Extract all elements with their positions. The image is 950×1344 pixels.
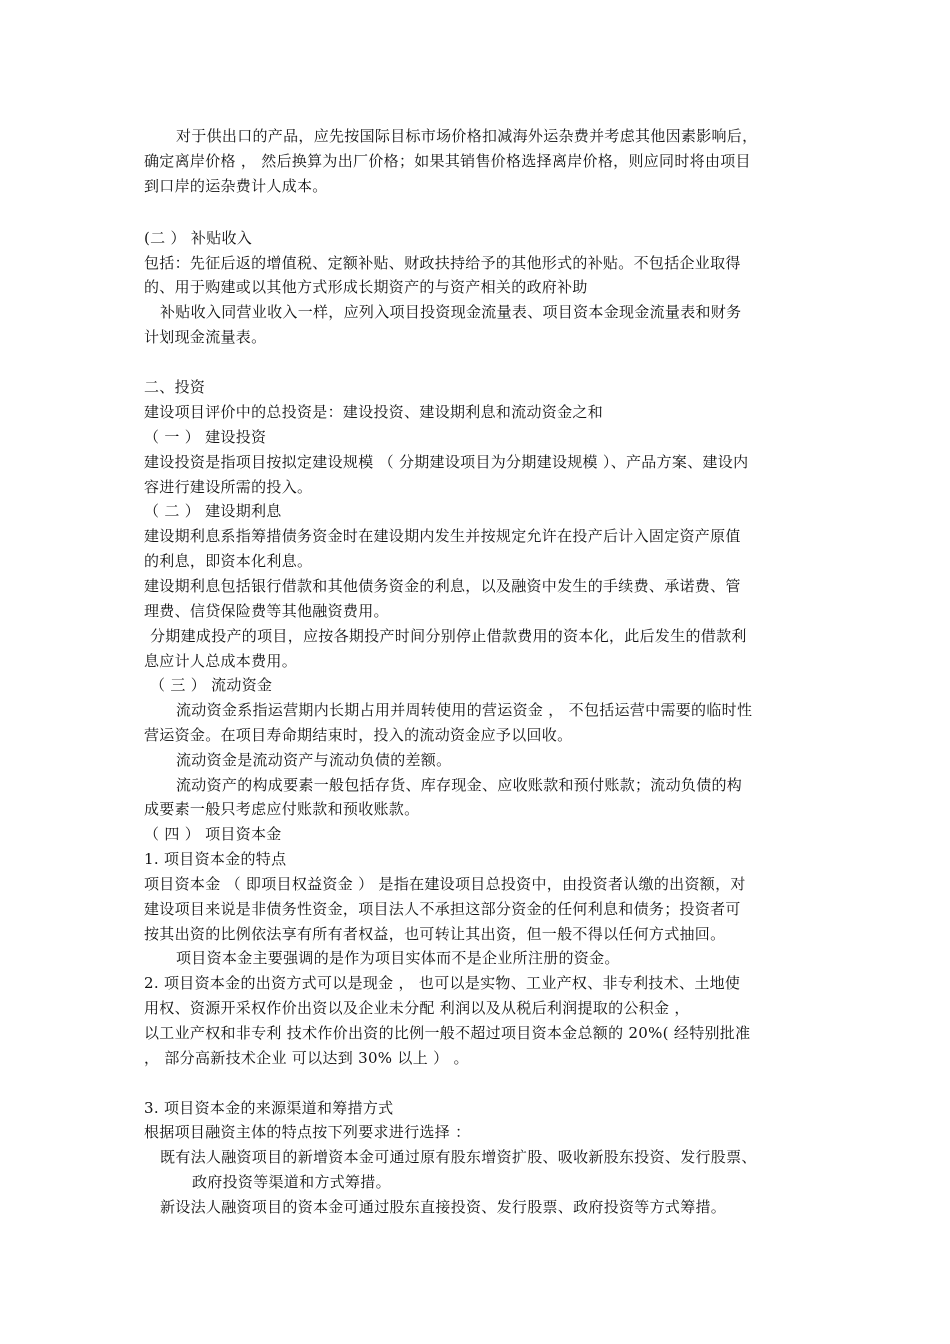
paragraph-line: 成要素一般只考虑应付账款和预收账款。 — [144, 800, 420, 818]
paragraph-line: 理费、信贷保险费等其他融资费用。 — [144, 602, 389, 620]
paragraph-line: 流动资产的构成要素一般包括存货、库存现金、应收账款和预付账款；流动负债的构 — [176, 776, 743, 794]
paragraph-line: 按其出资的比例依法享有所有者权益，也可转让其出资，但一般不得以任何方式抽回。 — [144, 925, 726, 943]
paragraph-line: 政府投资等渠道和方式筹措。 — [192, 1173, 391, 1191]
paragraph-line: 计划现金流量表。 — [144, 328, 267, 346]
paragraph-line: 建设投资是指项目按拟定建设规模 （ 分期建设项目为分期建设规模 ）、产品方案、建设内 — [144, 453, 749, 471]
paragraph-line: 新设法人融资项目的资本金可通过股东直接投资、发行股票、政府投资等方式筹措。 — [160, 1198, 727, 1216]
paragraph-line: 既有法人融资项目的新增资本金可通过原有股东增资扩股、吸收新股东投资、发行股票、 — [160, 1148, 757, 1166]
paragraph-line: 到口岸的运杂费计人成本。 — [144, 177, 328, 195]
paragraph-line: 的、用于购建或以其他方式形成长期资产的与资产相关的政府补助 — [144, 278, 588, 296]
paragraph-line: 建设项目评价中的总投资是：建设投资、建设期利息和流动资金之和 — [144, 403, 604, 421]
section-heading: (二 ） 补贴收入 — [144, 229, 253, 247]
paragraph-line: 营运资金。在项目寿命期结束时，投入的流动资金应予以回收。 — [144, 726, 573, 744]
section-heading: 二、投资 — [144, 378, 206, 396]
paragraph-line: 根据项目融资主体的特点按下列要求进行选择 ： — [144, 1123, 471, 1141]
paragraph-line: 息应计人总成本费用。 — [144, 652, 298, 670]
paragraph-line: 流动资金系指运营期内长期占用并周转使用的营运资金 ， 不包括运营中需要的临时性 — [176, 701, 753, 719]
paragraph-line: 确定离岸价格 ， 然后换算为出厂价格；如果其销售价格选择离岸价格，则应同时将由项目 — [144, 152, 751, 170]
section-heading: （ 二 ） 建设期利息 — [144, 502, 282, 520]
paragraph-line: 包括：先征后返的增值税、定额补贴、财政扶持给予的其他形式的补贴。不包括企业取得 — [144, 254, 741, 272]
paragraph-line: 用权、资源开采权作价出资以及企业未分配 利润以及从税后利润提取的公积金 ， — [144, 999, 690, 1017]
paragraph-line: 容进行建设所需的投入。 — [144, 478, 313, 496]
paragraph-line: 2. 项目资本金的出资方式可以是现金 ， 也可以是实物、工业产权、非专利技术、土地使 — [144, 974, 741, 992]
subsection-heading: 3. 项目资本金的来源渠道和筹措方式 — [144, 1099, 394, 1117]
paragraph-line: 流动资金是流动资产与流动负债的差额。 — [176, 751, 452, 769]
paragraph-line: 建设期利息包括银行借款和其他债务资金的利息，以及融资中发生的手续费、承诺费、管 — [144, 577, 741, 595]
paragraph-line: ， 部分高新技术企业 可以达到 30% 以上 ） 。 — [144, 1049, 469, 1067]
paragraph-line: 建设期利息系指筹措债务资金时在建设期内发生并按规定允许在投产后计入固定资产原值 — [144, 527, 741, 545]
paragraph-line: 对于供出口的产品，应先按国际目标市场价格扣减海外运杂费并考虑其他因素影响后， — [176, 127, 758, 145]
paragraph-line: 以工业产权和非专利 技术作价出资的比例一般不超过项目资本金总额的 20%( 经特别批准 — [144, 1024, 751, 1042]
paragraph-line: 补贴收入同营业收入一样，应列入项目投资现金流量表、项目资本金现金流量表和财务 — [160, 303, 742, 321]
paragraph-line: 分期建成投产的项目，应按各期投产时间分别停止借款费用的资本化，此后发生的借款利 — [150, 627, 747, 645]
section-heading: （ 四 ） 项目资本金 — [144, 825, 282, 843]
paragraph-line: 项目资本金主要强调的是作为项目实体而不是企业所注册的资金。 — [176, 949, 620, 967]
subsection-heading: 1. 项目资本金的特点 — [144, 850, 287, 868]
section-heading: （ 三 ） 流动资金 — [150, 676, 273, 694]
section-heading: （ 一 ） 建设投资 — [144, 428, 267, 446]
paragraph-line: 项目资本金 （ 即项目权益资金 ） 是指在建设项目总投资中，由投资者认缴的出资额，对 — [144, 875, 746, 893]
paragraph-line: 建设项目来说是非债务性资金，项目法人不承担这部分资金的任何利息和债务；投资者可 — [144, 900, 741, 918]
paragraph-line: 的利息，即资本化利息。 — [144, 552, 313, 570]
